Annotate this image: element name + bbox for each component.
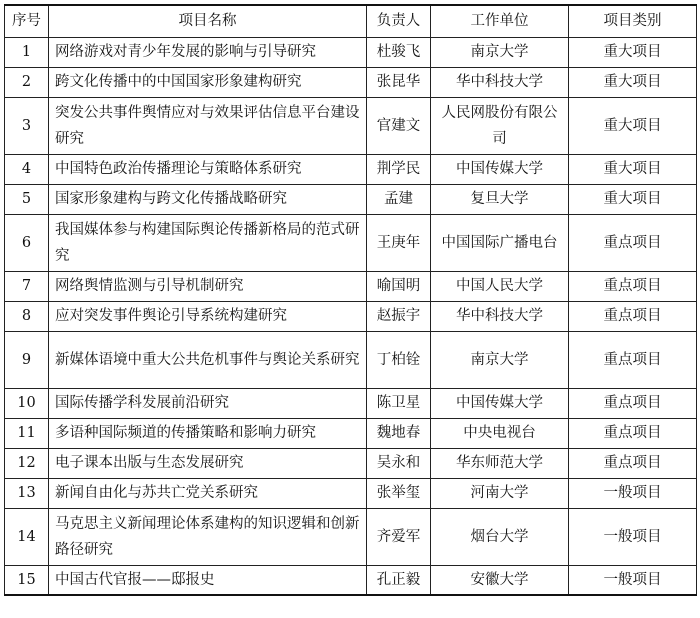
row-title: 马克思主义新闻理论体系建构的知识逻辑和创新路径研究: [49, 508, 367, 565]
row-owner: 齐爱军: [367, 508, 431, 565]
row-unit: 华中科技大学: [431, 67, 569, 97]
row-owner: 官建文: [367, 97, 431, 154]
row-title: 电子课本出版与生态发展研究: [49, 448, 367, 478]
row-unit: 中国国际广播电台: [431, 214, 569, 271]
row-category: 重点项目: [569, 271, 697, 301]
row-title: 中国特色政治传播理论与策略体系研究: [49, 154, 367, 184]
header-no: 序号: [5, 5, 49, 37]
row-unit: 中国传媒大学: [431, 388, 569, 418]
row-unit: 河南大学: [431, 478, 569, 508]
row-owner: 陈卫星: [367, 388, 431, 418]
row-unit: 华东师范大学: [431, 448, 569, 478]
row-category: 重点项目: [569, 418, 697, 448]
row-no: 9: [5, 331, 49, 388]
table-row: [5, 478, 697, 508]
row-no: 1: [5, 37, 49, 67]
row-owner: 荆学民: [367, 154, 431, 184]
row-owner: 孔正毅: [367, 565, 431, 595]
table-row: [5, 67, 697, 97]
row-no: 8: [5, 301, 49, 331]
row-no: 6: [5, 214, 49, 271]
table-row: [5, 448, 697, 478]
row-category: 重点项目: [569, 331, 697, 388]
row-unit: 安徽大学: [431, 565, 569, 595]
row-no: 2: [5, 67, 49, 97]
header-title: 项目名称: [49, 5, 367, 37]
row-owner: 喻国明: [367, 271, 431, 301]
row-owner: 丁柏铨: [367, 331, 431, 388]
row-title: 新闻自由化与苏共亡党关系研究: [49, 478, 367, 508]
header-category: 项目类别: [569, 5, 697, 37]
row-owner: 张昆华: [367, 67, 431, 97]
row-owner: 张举玺: [367, 478, 431, 508]
row-unit: 中国传媒大学: [431, 154, 569, 184]
table-row: [5, 508, 697, 565]
row-no: 7: [5, 271, 49, 301]
row-category: 重大项目: [569, 37, 697, 67]
row-no: 5: [5, 184, 49, 214]
row-category: 重大项目: [569, 184, 697, 214]
row-category: 重点项目: [569, 388, 697, 418]
table-row: [5, 301, 697, 331]
project-table-container: [4, 4, 697, 596]
row-category: 一般项目: [569, 565, 697, 595]
row-title: 新媒体语境中重大公共危机事件与舆论关系研究: [49, 331, 367, 388]
row-no: 10: [5, 388, 49, 418]
project-table: [4, 4, 697, 596]
row-title: 多语种国际频道的传播策略和影响力研究: [49, 418, 367, 448]
table-header-row: [5, 5, 697, 37]
table-row: [5, 565, 697, 595]
row-category: 重点项目: [569, 448, 697, 478]
table-row: [5, 271, 697, 301]
row-category: 一般项目: [569, 478, 697, 508]
row-unit: 人民网股份有限公司: [431, 97, 569, 154]
table-row: [5, 97, 697, 154]
row-title: 中国古代官报——邸报史: [49, 565, 367, 595]
row-no: 15: [5, 565, 49, 595]
table-row: [5, 418, 697, 448]
header-unit: 工作单位: [431, 5, 569, 37]
row-category: 重大项目: [569, 97, 697, 154]
row-no: 13: [5, 478, 49, 508]
row-title: 我国媒体参与构建国际舆论传播新格局的范式研究: [49, 214, 367, 271]
row-owner: 王庚年: [367, 214, 431, 271]
table-row: [5, 331, 697, 388]
row-unit: 南京大学: [431, 331, 569, 388]
row-title: 国际传播学科发展前沿研究: [49, 388, 367, 418]
row-unit: 南京大学: [431, 37, 569, 67]
row-title: 网络舆情监测与引导机制研究: [49, 271, 367, 301]
table-row: [5, 154, 697, 184]
row-owner: 孟建: [367, 184, 431, 214]
row-no: 4: [5, 154, 49, 184]
row-no: 11: [5, 418, 49, 448]
row-unit: 中国人民大学: [431, 271, 569, 301]
table-row: [5, 388, 697, 418]
row-owner: 杜骏飞: [367, 37, 431, 67]
row-unit: 复旦大学: [431, 184, 569, 214]
row-title: 应对突发事件舆论引导系统构建研究: [49, 301, 367, 331]
row-unit: 华中科技大学: [431, 301, 569, 331]
row-owner: 魏地春: [367, 418, 431, 448]
row-category: 重点项目: [569, 301, 697, 331]
row-category: 重大项目: [569, 67, 697, 97]
row-category: 重点项目: [569, 214, 697, 271]
row-title: 国家形象建构与跨文化传播战略研究: [49, 184, 367, 214]
row-unit: 烟台大学: [431, 508, 569, 565]
header-owner: 负责人: [367, 5, 431, 37]
row-no: 12: [5, 448, 49, 478]
table-row: [5, 214, 697, 271]
table-row: [5, 37, 697, 67]
row-title: 跨文化传播中的中国国家形象建构研究: [49, 67, 367, 97]
table-row: [5, 184, 697, 214]
row-category: 一般项目: [569, 508, 697, 565]
row-category: 重大项目: [569, 154, 697, 184]
row-title: 突发公共事件舆情应对与效果评估信息平台建设研究: [49, 97, 367, 154]
row-unit: 中央电视台: [431, 418, 569, 448]
row-owner: 赵振宇: [367, 301, 431, 331]
row-owner: 吴永和: [367, 448, 431, 478]
row-title: 网络游戏对青少年发展的影响与引导研究: [49, 37, 367, 67]
row-no: 14: [5, 508, 49, 565]
row-no: 3: [5, 97, 49, 154]
